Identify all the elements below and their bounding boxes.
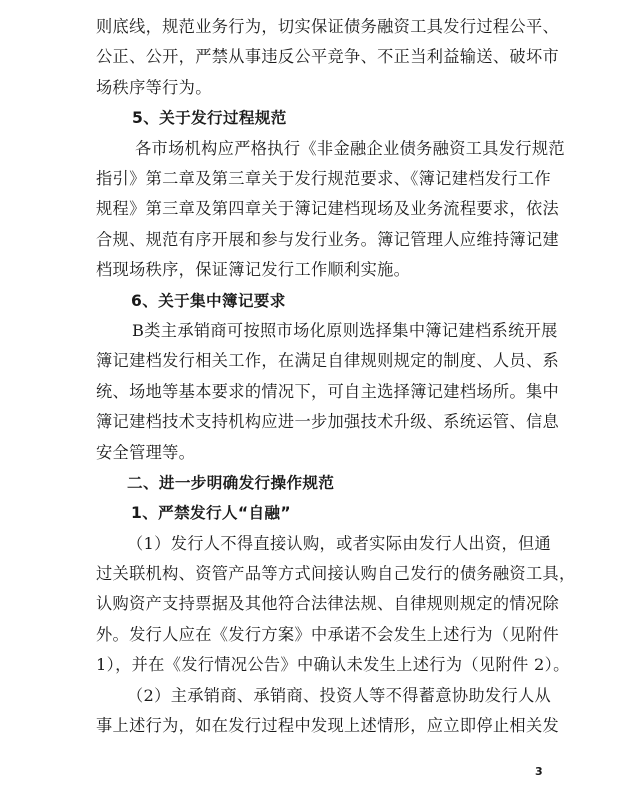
body-text-line: 统、场地等基本要求的情况下，可自主选择簿记建档场所。集中 [96,381,560,401]
body-text-line: 各市场机构应严格执行《非金融企业债务融资工具发行规范 [135,138,565,158]
body-text-line: 指引》第二章及第三章关于发行规范要求、《簿记建档发行工作 [96,169,551,188]
section-heading: 1、严禁发行人“自融” [131,504,291,523]
body-text-line: 则底线，规范业务行为，切实保证债务融资工具发行过程公平、 [96,17,560,36]
body-text-line: 簿记建档发行相关工作，在满足自律规则规定的制度、人员、系 [96,351,560,371]
section-heading: 5、关于发行过程规范 [132,109,287,128]
body-text-line: （2）主承销商、承销商、投资人等不得蓄意协助发行人从 [127,685,552,705]
body-text-line: B类主承销商可按照市场化原则选择集中簿记建档系统开展 [132,320,558,340]
body-text-line: 档现场秩序，保证簿记发行工作顺利实施。 [96,260,411,280]
page-number: 3 [535,765,543,778]
body-text-line: 过关联机构、资管产品等方式间接认购自己发行的债务融资工具， [96,564,576,583]
body-text-line: （1）发行人不得直接认购，或者实际由发行人出资，但通 [127,533,552,553]
body-text-line: 规程》第三章及第四章关于簿记建档现场及业务流程要求，依法 [96,199,560,219]
body-text-line: 1），并在《发行情况公告》中确认未发生上述行为（见附件 2）。 [96,655,570,675]
body-text-line: 合规、规范有序开展和参与发行业务。簿记管理人应维持簿记建 [96,229,560,249]
chapter-heading: 二、进一步明确发行操作规范 [127,473,335,492]
body-text-line: 事上述行为，如在发行过程中发现上述情形，应立即停止相关发 [96,716,560,735]
body-text-line: 公正、公开，严禁从事违反公平竞争、不正当利益输送、破坏市 [96,47,560,67]
body-text-line: 场秩序等行为。 [96,77,212,97]
body-text-line: 簿记建档技术支持机构应进一步加强技术升级、系统运管、信息 [96,412,560,432]
body-text-line: 认购资产支持票据及其他符合法律法规、自律规则规定的情况除 [96,594,560,614]
section-heading: 6、关于集中簿记要求 [131,291,286,310]
body-text-line: 外。发行人应在《发行方案》中承诺不会发生上述行为（见附件 [96,624,560,644]
body-text-line: 安全管理等。 [96,442,196,462]
